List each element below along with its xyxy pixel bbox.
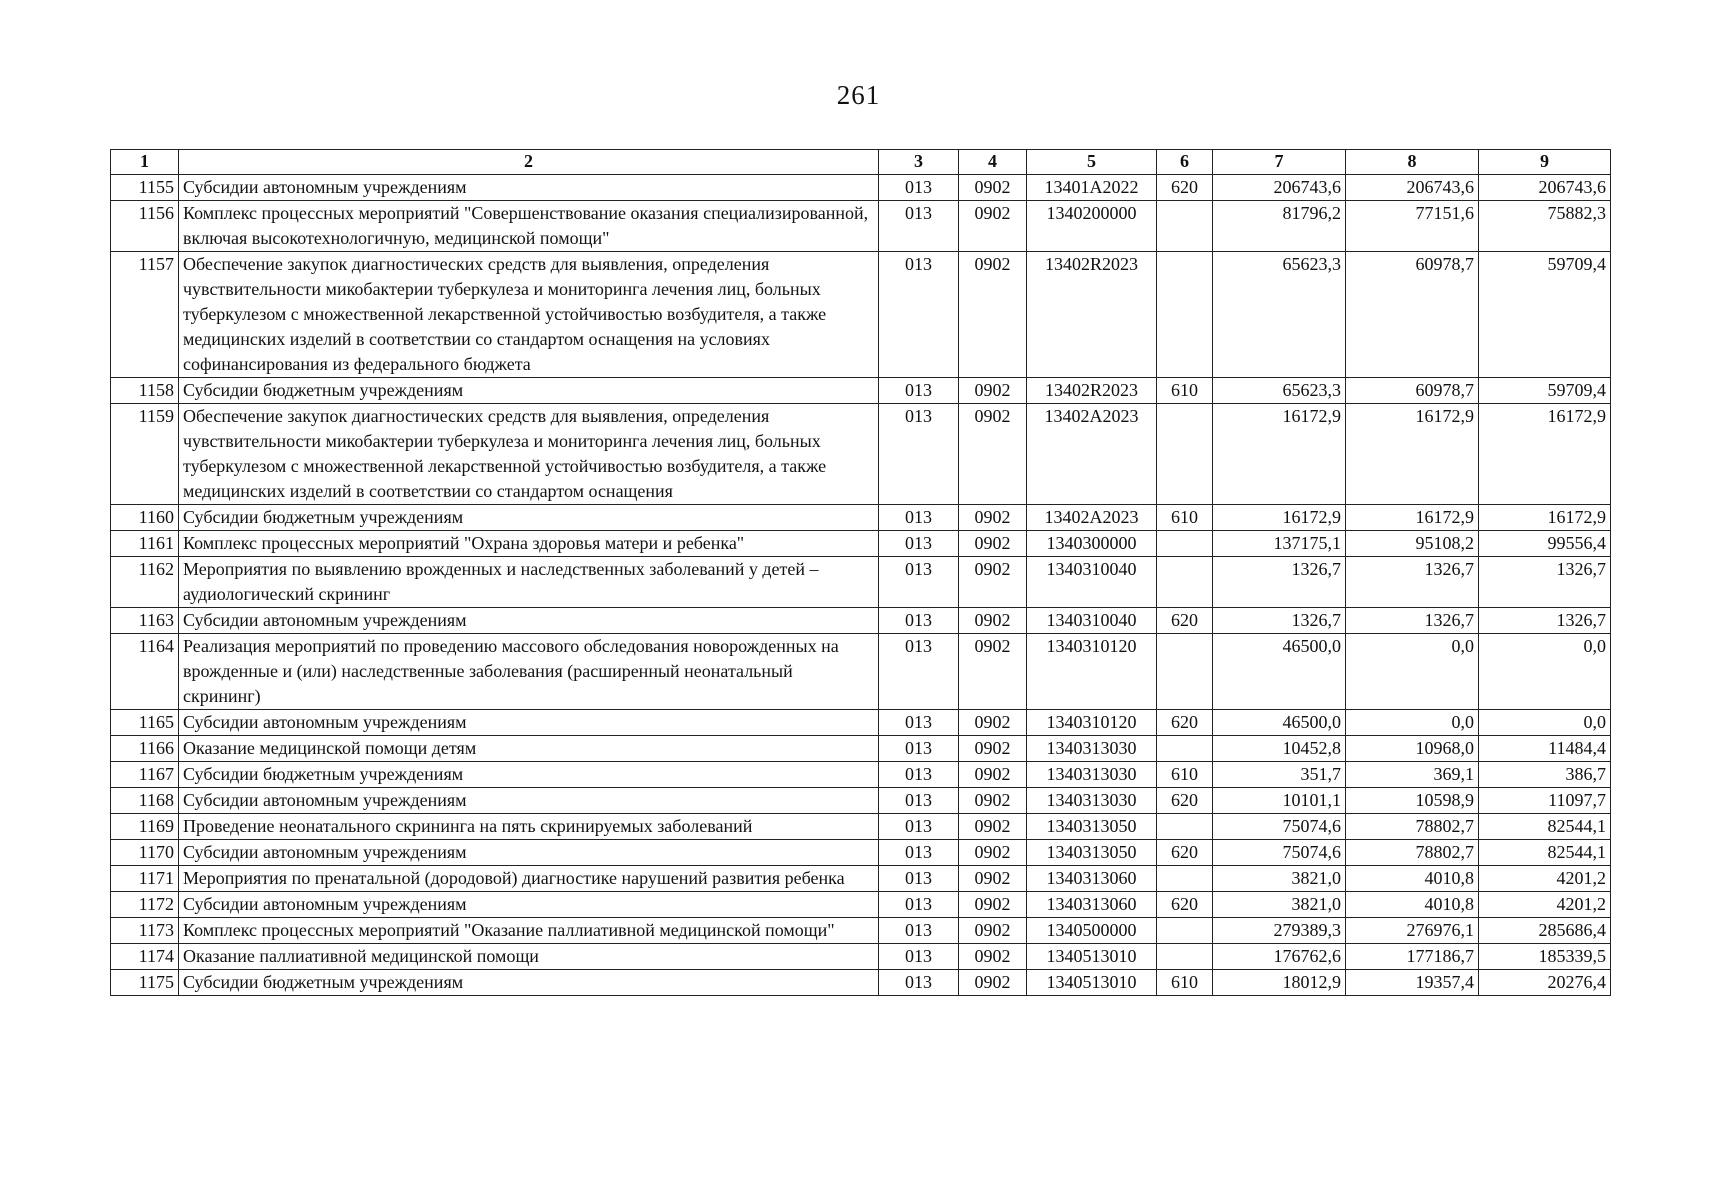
amount-col-8: 0,0 xyxy=(1346,634,1479,710)
table-row xyxy=(111,970,1611,996)
amount-col-7: 279389,3 xyxy=(1213,918,1346,944)
table-row xyxy=(111,557,1611,608)
amount-col-8: 60978,7 xyxy=(1346,252,1479,378)
amount-col-7: 137175,1 xyxy=(1213,531,1346,557)
amount-col-9: 0,0 xyxy=(1479,710,1611,736)
expense-type-code xyxy=(1157,736,1213,762)
column-header: 6 xyxy=(1157,150,1213,175)
section-code: 0902 xyxy=(959,970,1027,996)
page-number: 261 xyxy=(836,80,881,110)
expense-type-code xyxy=(1157,201,1213,252)
target-article-code: 1340500000 xyxy=(1027,918,1157,944)
amount-col-9: 82544,1 xyxy=(1479,814,1611,840)
target-article-code: 1340310040 xyxy=(1027,557,1157,608)
ministry-code: 013 xyxy=(879,404,959,505)
section-code: 0902 xyxy=(959,840,1027,866)
amount-col-9: 206743,6 xyxy=(1479,175,1611,201)
section-code: 0902 xyxy=(959,404,1027,505)
table-row xyxy=(111,201,1611,252)
amount-col-9: 4201,2 xyxy=(1479,892,1611,918)
row-description: Субсидии автономным учреждениям xyxy=(179,788,879,814)
column-header: 9 xyxy=(1479,150,1611,175)
row-number: 1165 xyxy=(111,710,179,736)
amount-col-9: 1326,7 xyxy=(1479,608,1611,634)
row-number: 1175 xyxy=(111,970,179,996)
row-description: Субсидии автономным учреждениям xyxy=(179,840,879,866)
column-header: 8 xyxy=(1346,150,1479,175)
amount-col-9: 386,7 xyxy=(1479,762,1611,788)
ministry-code: 013 xyxy=(879,252,959,378)
target-article-code: 1340313030 xyxy=(1027,736,1157,762)
target-article-code: 1340513010 xyxy=(1027,970,1157,996)
amount-col-9: 75882,3 xyxy=(1479,201,1611,252)
amount-col-8: 0,0 xyxy=(1346,710,1479,736)
section-code: 0902 xyxy=(959,788,1027,814)
table-row xyxy=(111,944,1611,970)
expense-type-code: 620 xyxy=(1157,840,1213,866)
target-article-code: 1340313050 xyxy=(1027,814,1157,840)
row-number: 1170 xyxy=(111,840,179,866)
amount-col-8: 177186,7 xyxy=(1346,944,1479,970)
amount-col-9: 20276,4 xyxy=(1479,970,1611,996)
row-number: 1158 xyxy=(111,378,179,404)
amount-col-9: 4201,2 xyxy=(1479,866,1611,892)
row-description: Комплекс процессных мероприятий "Совершенствование оказания специализированной, включая высокотехнологичную, медицинской помощи" xyxy=(179,201,879,252)
amount-col-9: 285686,4 xyxy=(1479,918,1611,944)
amount-col-7: 351,7 xyxy=(1213,762,1346,788)
budget-table xyxy=(110,149,1611,996)
table-row xyxy=(111,762,1611,788)
amount-col-7: 65623,3 xyxy=(1213,252,1346,378)
expense-type-code xyxy=(1157,866,1213,892)
amount-col-7: 16172,9 xyxy=(1213,404,1346,505)
table-row xyxy=(111,918,1611,944)
amount-col-7: 75074,6 xyxy=(1213,814,1346,840)
table-row xyxy=(111,710,1611,736)
row-description: Оказание паллиативной медицинской помощи xyxy=(179,944,879,970)
ministry-code: 013 xyxy=(879,634,959,710)
amount-col-8: 77151,6 xyxy=(1346,201,1479,252)
table-row xyxy=(111,404,1611,505)
target-article-code: 1340313030 xyxy=(1027,788,1157,814)
column-header: 3 xyxy=(879,150,959,175)
expense-type-code: 610 xyxy=(1157,378,1213,404)
target-article-code: 1340200000 xyxy=(1027,201,1157,252)
amount-col-7: 206743,6 xyxy=(1213,175,1346,201)
row-number: 1174 xyxy=(111,944,179,970)
amount-col-7: 46500,0 xyxy=(1213,634,1346,710)
row-number: 1169 xyxy=(111,814,179,840)
row-number: 1164 xyxy=(111,634,179,710)
amount-col-7: 1326,7 xyxy=(1213,557,1346,608)
section-code: 0902 xyxy=(959,736,1027,762)
row-description: Субсидии автономным учреждениям xyxy=(179,175,879,201)
ministry-code: 013 xyxy=(879,557,959,608)
target-article-code: 1340513010 xyxy=(1027,944,1157,970)
section-code: 0902 xyxy=(959,557,1027,608)
amount-col-9: 0,0 xyxy=(1479,634,1611,710)
row-number: 1155 xyxy=(111,175,179,201)
row-number: 1173 xyxy=(111,918,179,944)
amount-col-8: 78802,7 xyxy=(1346,840,1479,866)
row-number: 1168 xyxy=(111,788,179,814)
ministry-code: 013 xyxy=(879,608,959,634)
row-description: Субсидии бюджетным учреждениям xyxy=(179,970,879,996)
target-article-code: 1340310120 xyxy=(1027,634,1157,710)
row-description: Субсидии автономным учреждениям xyxy=(179,710,879,736)
row-description: Оказание медицинской помощи детям xyxy=(179,736,879,762)
expense-type-code xyxy=(1157,404,1213,505)
expense-type-code: 610 xyxy=(1157,762,1213,788)
amount-col-7: 81796,2 xyxy=(1213,201,1346,252)
row-description: Субсидии бюджетным учреждениям xyxy=(179,762,879,788)
expense-type-code: 620 xyxy=(1157,892,1213,918)
table-row xyxy=(111,608,1611,634)
amount-col-7: 3821,0 xyxy=(1213,866,1346,892)
target-article-code: 1340313060 xyxy=(1027,866,1157,892)
amount-col-7: 18012,9 xyxy=(1213,970,1346,996)
table-row xyxy=(111,505,1611,531)
column-header: 4 xyxy=(959,150,1027,175)
amount-col-8: 60978,7 xyxy=(1346,378,1479,404)
section-code: 0902 xyxy=(959,634,1027,710)
amount-col-9: 59709,4 xyxy=(1479,378,1611,404)
amount-col-9: 1326,7 xyxy=(1479,557,1611,608)
row-number: 1171 xyxy=(111,866,179,892)
amount-col-8: 10598,9 xyxy=(1346,788,1479,814)
section-code: 0902 xyxy=(959,608,1027,634)
amount-col-8: 4010,8 xyxy=(1346,866,1479,892)
table-row xyxy=(111,175,1611,201)
row-description: Субсидии бюджетным учреждениям xyxy=(179,505,879,531)
amount-col-8: 78802,7 xyxy=(1346,814,1479,840)
amount-col-8: 206743,6 xyxy=(1346,175,1479,201)
column-header: 7 xyxy=(1213,150,1346,175)
target-article-code: 13402R2023 xyxy=(1027,378,1157,404)
amount-col-8: 1326,7 xyxy=(1346,557,1479,608)
table-row xyxy=(111,840,1611,866)
section-code: 0902 xyxy=(959,378,1027,404)
ministry-code: 013 xyxy=(879,175,959,201)
ministry-code: 013 xyxy=(879,944,959,970)
row-number: 1161 xyxy=(111,531,179,557)
section-code: 0902 xyxy=(959,531,1027,557)
ministry-code: 013 xyxy=(879,892,959,918)
amount-col-8: 276976,1 xyxy=(1346,918,1479,944)
ministry-code: 013 xyxy=(879,531,959,557)
amount-col-8: 369,1 xyxy=(1346,762,1479,788)
table-row xyxy=(111,866,1611,892)
ministry-code: 013 xyxy=(879,814,959,840)
ministry-code: 013 xyxy=(879,505,959,531)
amount-col-9: 99556,4 xyxy=(1479,531,1611,557)
expense-type-code xyxy=(1157,557,1213,608)
expense-type-code: 610 xyxy=(1157,505,1213,531)
column-header: 2 xyxy=(179,150,879,175)
section-code: 0902 xyxy=(959,252,1027,378)
amount-col-9: 82544,1 xyxy=(1479,840,1611,866)
table-row xyxy=(111,634,1611,710)
table-row xyxy=(111,531,1611,557)
expense-type-code xyxy=(1157,918,1213,944)
table-body xyxy=(111,175,1611,996)
row-number: 1162 xyxy=(111,557,179,608)
amount-col-7: 3821,0 xyxy=(1213,892,1346,918)
amount-col-9: 11484,4 xyxy=(1479,736,1611,762)
expense-type-code: 620 xyxy=(1157,175,1213,201)
amount-col-8: 19357,4 xyxy=(1346,970,1479,996)
section-code: 0902 xyxy=(959,814,1027,840)
target-article-code: 1340310040 xyxy=(1027,608,1157,634)
row-description: Реализация мероприятий по проведению массового обследования новорожденных на врожденные и (или) наследственные заболевания (расширенный неонатальный скрининг) xyxy=(179,634,879,710)
ministry-code: 013 xyxy=(879,762,959,788)
target-article-code: 1340313050 xyxy=(1027,840,1157,866)
row-description: Обеспечение закупок диагностических средств для выявления, определения чувствительности микобактерии туберкулеза и мониторинга лечения лиц, больных туберкулезом с множественной лекарственной устойчивостью возбудителя, а также медицинских изделий в соответствии со стандартом оснащения xyxy=(179,404,879,505)
ministry-code: 013 xyxy=(879,736,959,762)
amount-col-7: 10452,8 xyxy=(1213,736,1346,762)
section-code: 0902 xyxy=(959,918,1027,944)
amount-col-8: 1326,7 xyxy=(1346,608,1479,634)
amount-col-7: 176762,6 xyxy=(1213,944,1346,970)
row-number: 1167 xyxy=(111,762,179,788)
table-row xyxy=(111,736,1611,762)
expense-type-code: 620 xyxy=(1157,788,1213,814)
target-article-code: 1340300000 xyxy=(1027,531,1157,557)
row-description: Проведение неонатального скрининга на пять скринируемых заболеваний xyxy=(179,814,879,840)
amount-col-9: 16172,9 xyxy=(1479,505,1611,531)
row-description: Субсидии бюджетным учреждениям xyxy=(179,378,879,404)
amount-col-8: 16172,9 xyxy=(1346,505,1479,531)
target-article-code: 1340310120 xyxy=(1027,710,1157,736)
row-description: Обеспечение закупок диагностических средств для выявления, определения чувствительности микобактерии туберкулеза и мониторинга лечения лиц, больных туберкулезом с множественной лекарственной устойчивостью возбудителя, а также медицинских изделий в соответствии со стандартом оснащения на условиях софинансирования из федерального бюджета xyxy=(179,252,879,378)
amount-col-7: 65623,3 xyxy=(1213,378,1346,404)
amount-col-9: 11097,7 xyxy=(1479,788,1611,814)
section-code: 0902 xyxy=(959,866,1027,892)
ministry-code: 013 xyxy=(879,710,959,736)
expense-type-code: 620 xyxy=(1157,710,1213,736)
ministry-code: 013 xyxy=(879,970,959,996)
target-article-code: 1340313030 xyxy=(1027,762,1157,788)
expense-type-code: 610 xyxy=(1157,970,1213,996)
table-row xyxy=(111,814,1611,840)
amount-col-7: 10101,1 xyxy=(1213,788,1346,814)
row-number: 1159 xyxy=(111,404,179,505)
ministry-code: 013 xyxy=(879,918,959,944)
target-article-code: 13402R2023 xyxy=(1027,252,1157,378)
amount-col-8: 10968,0 xyxy=(1346,736,1479,762)
amount-col-9: 185339,5 xyxy=(1479,944,1611,970)
target-article-code: 13402A2023 xyxy=(1027,505,1157,531)
expense-type-code xyxy=(1157,252,1213,378)
expense-type-code: 620 xyxy=(1157,608,1213,634)
ministry-code: 013 xyxy=(879,788,959,814)
row-description: Субсидии автономным учреждениям xyxy=(179,892,879,918)
expense-type-code xyxy=(1157,531,1213,557)
expense-type-code xyxy=(1157,944,1213,970)
row-number: 1157 xyxy=(111,252,179,378)
section-code: 0902 xyxy=(959,944,1027,970)
table-row xyxy=(111,892,1611,918)
amount-col-8: 4010,8 xyxy=(1346,892,1479,918)
expense-type-code xyxy=(1157,634,1213,710)
amount-col-7: 1326,7 xyxy=(1213,608,1346,634)
row-description: Комплекс процессных мероприятий "Оказание паллиативной медицинской помощи" xyxy=(179,918,879,944)
row-number: 1166 xyxy=(111,736,179,762)
table-row xyxy=(111,252,1611,378)
column-header: 1 xyxy=(111,150,179,175)
ministry-code: 013 xyxy=(879,866,959,892)
row-description: Мероприятия по пренатальной (дородовой) диагностике нарушений развития ребенка xyxy=(179,866,879,892)
section-code: 0902 xyxy=(959,710,1027,736)
amount-col-7: 46500,0 xyxy=(1213,710,1346,736)
table-row xyxy=(111,378,1611,404)
ministry-code: 013 xyxy=(879,201,959,252)
row-number: 1160 xyxy=(111,505,179,531)
section-code: 0902 xyxy=(959,762,1027,788)
column-header: 5 xyxy=(1027,150,1157,175)
ministry-code: 013 xyxy=(879,378,959,404)
amount-col-9: 59709,4 xyxy=(1479,252,1611,378)
section-code: 0902 xyxy=(959,892,1027,918)
section-code: 0902 xyxy=(959,201,1027,252)
table-row xyxy=(111,788,1611,814)
row-description: Комплекс процессных мероприятий "Охрана здоровья матери и ребенка" xyxy=(179,531,879,557)
amount-col-8: 95108,2 xyxy=(1346,531,1479,557)
ministry-code: 013 xyxy=(879,840,959,866)
row-description: Субсидии автономным учреждениям xyxy=(179,608,879,634)
header-row xyxy=(111,150,1611,175)
section-code: 0902 xyxy=(959,175,1027,201)
row-number: 1156 xyxy=(111,201,179,252)
row-number: 1172 xyxy=(111,892,179,918)
section-code: 0902 xyxy=(959,505,1027,531)
target-article-code: 13402A2023 xyxy=(1027,404,1157,505)
target-article-code: 1340313060 xyxy=(1027,892,1157,918)
target-article-code: 13401A2022 xyxy=(1027,175,1157,201)
amount-col-9: 16172,9 xyxy=(1479,404,1611,505)
amount-col-8: 16172,9 xyxy=(1346,404,1479,505)
row-number: 1163 xyxy=(111,608,179,634)
amount-col-7: 75074,6 xyxy=(1213,840,1346,866)
row-description: Мероприятия по выявлению врожденных и наследственных заболеваний у детей – аудиологический скрининг xyxy=(179,557,879,608)
expense-type-code xyxy=(1157,814,1213,840)
amount-col-7: 16172,9 xyxy=(1213,505,1346,531)
